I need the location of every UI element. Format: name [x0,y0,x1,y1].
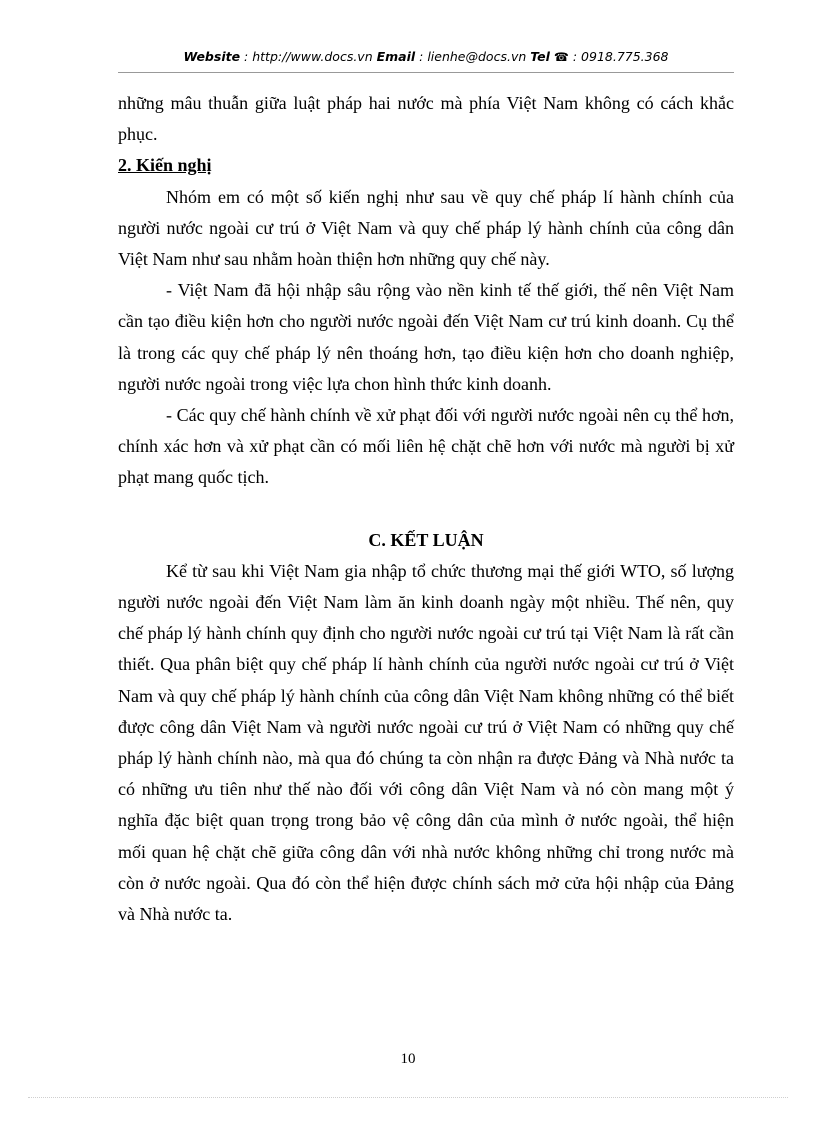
header-divider [118,72,734,73]
phone-icon: ☎ [553,50,569,64]
page-number: 10 [400,1051,416,1067]
tel-value: : 0918.775.368 [568,49,669,64]
conclusion-title: C. KẾT LUẬN [368,529,484,550]
page-header [118,49,734,69]
recommendation-item-1: - Việt Nam đã hội nhập sâu rộng vào nền kinh tế thế giới, thế nên Việt Nam cần tạo điều kiện hơn cho người nước ngoài đến Việt Nam cư trú kinh doanh. Cụ thể là trong các quy chế pháp lý nên thoáng hơn, tạo điều kiện hơn cho doanh nghiệp, người nước ngoài trong việc lựa chon hình thức kinh doanh. [118,280,734,394]
page-body [118,88,734,930]
website-label: Website [183,49,241,64]
email-label: Email [376,49,416,64]
email-value: : lienhe@docs.vn [415,49,531,64]
continuation-paragraph: những mâu thuẫn giữa luật pháp hai nước mà phía Việt Nam không có cách khắc phục. [118,93,734,145]
website-value: : http://www.docs.vn [240,49,377,64]
tel-label: Tel [530,49,550,64]
spacer [118,494,734,525]
section-heading-text: 2. Kiến nghị [118,155,212,176]
conclusion-paragraph: Kể từ sau khi Việt Nam gia nhập tổ chức thương mại thế giới WTO, số lượng người nước ngoài đến Việt Nam làm ăn kinh doanh ngày một nhiều. Thế nên, quy chế pháp lý hành chính quy định cho người nước ngoài cư trú tại Việt Nam là rất cần thiết. Qua phân biệt quy chế pháp lí hành chính của người nước ngoài cư trú ở Việt Nam và quy chế pháp lý hành chính của công dân Việt Nam không những có thể biết được công dân Việt Nam và người nước ngoài cư trú ở Việt Nam có những quy chế pháp lý hành chính nào, mà qua đó chúng ta còn nhận ra được Đảng và Nhà nước ta có những ưu tiên như thế nào đối với công dân Việt Nam và nó còn mang một ý nghĩa đặc biệt quan trọng trong bảo vệ công dân của mình ở nước ngoài, thể hiện mối quan hệ chặt chẽ giữa công dân với nhà nước không những chỉ trong nước mà còn ở nước ngoài. Qua đó còn thể hiện được chính sách mở cửa hội nhập của Đảng và Nhà nước ta. [118,560,734,925]
intro-paragraph: Nhóm em có một số kiến nghị như sau về quy chế pháp lí hành chính của người nước ngoài cư trú ở Việt Nam và quy chế pháp lý hành chính của công dân Việt Nam như sau nhằm hoàn thiện hơn những quy chế này. [118,186,734,270]
section-heading [118,150,734,181]
page-bottom-divider [28,1097,788,1098]
recommendation-item-2: - Các quy chế hành chính về xử phạt đối với người nước ngoài nên cụ thể hơn, chính xác hơn và xử phạt cần có mối liên hệ chặt chẽ hơn với nước mà người bị xử phạt mang quốc tịch. [118,405,734,488]
